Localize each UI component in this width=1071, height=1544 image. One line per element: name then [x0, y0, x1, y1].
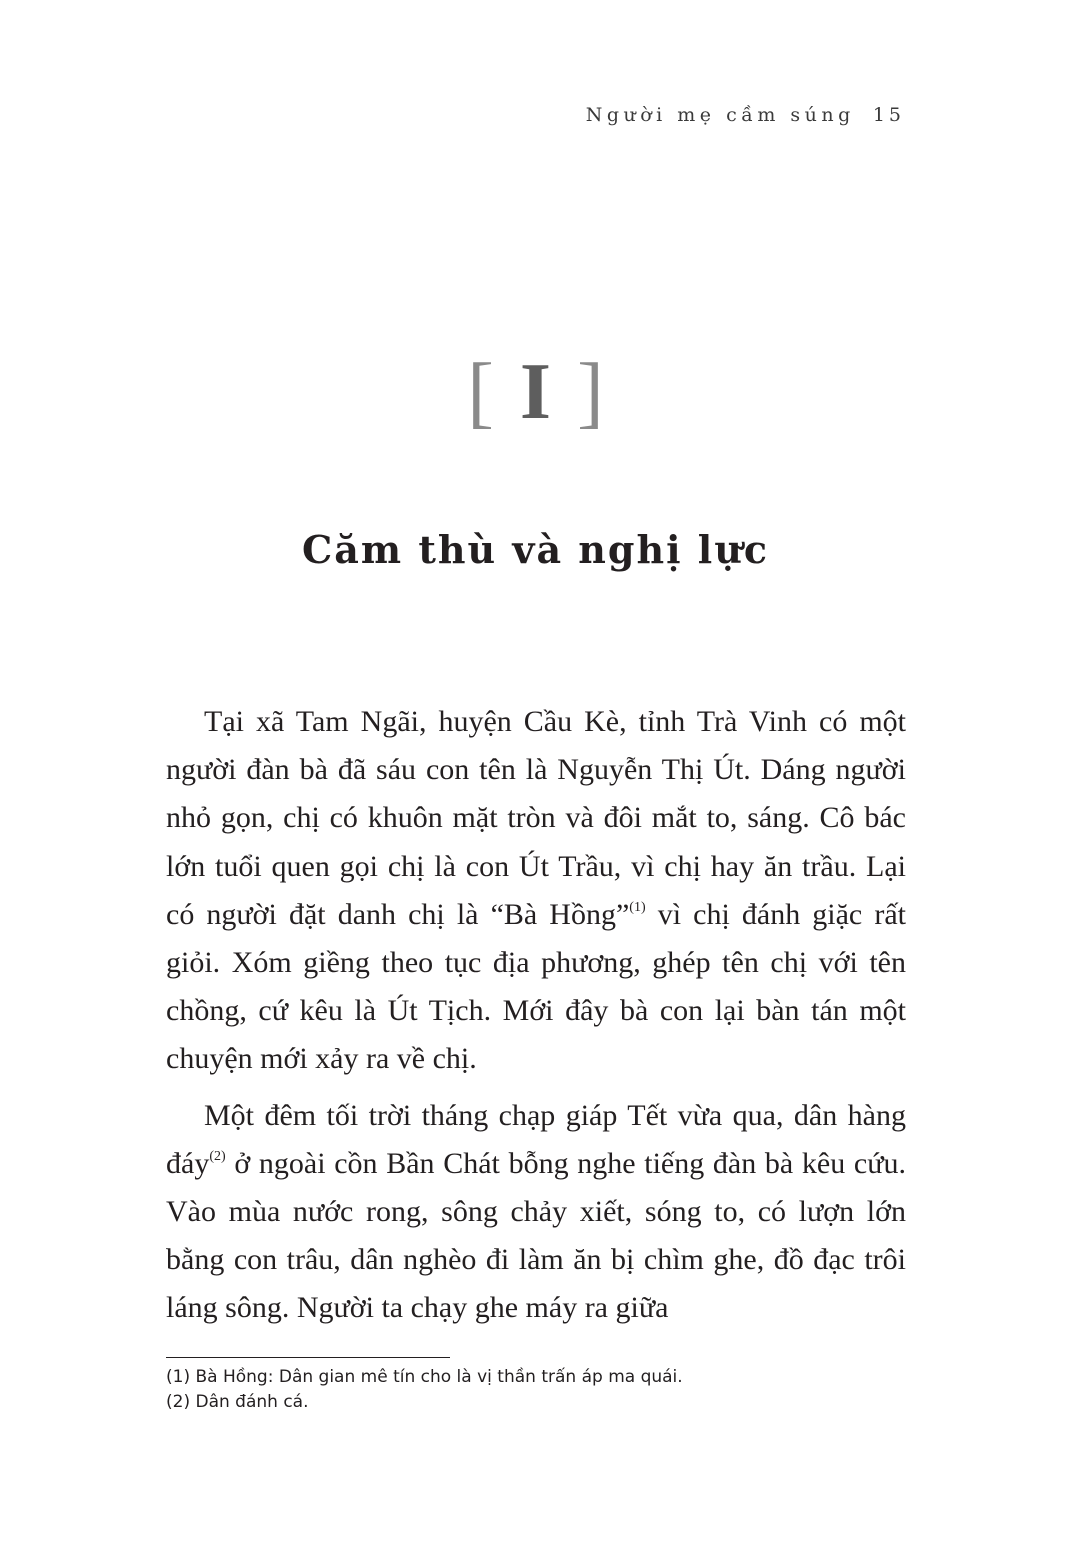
footnote-ref-2: (2)	[209, 1148, 226, 1164]
chapter-number	[0, 348, 1071, 436]
paragraph-2-text-b: ở ngoài cồn Bần Chát bỗng nghe tiếng đàn bà kêu cứu. Vào mùa nước rong, sông chảy xiết, sóng to, có lượn lớn bằng con trâu, dân nghèo đi làm ăn bị chìm ghe, đồ đạc trôi láng sông. Người ta chạy ghe máy ra giữa	[166, 1146, 906, 1325]
chapter-title: Căm thù và nghị lực	[302, 527, 769, 572]
running-head	[586, 104, 905, 126]
chapter-close-bracket: ]	[577, 348, 604, 436]
chapter-numeral: I	[519, 348, 552, 436]
paragraph-2-text-a: Một đêm tối trời tháng chạp giáp Tết vừa qua, dân hàng đáy	[166, 1098, 906, 1180]
running-head-title: Người mẹ cầm súng	[585, 104, 855, 126]
paragraph-1-text-a: Tại xã Tam Ngãi, huyện Cầu Kè, tỉnh Trà Vinh có một người đàn bà đã sáu con tên là Nguyễn Thị Út. Dáng người nhỏ gọn, chị có khuôn mặt tròn và đôi mắt to, sáng. Cô bác lớn tuổi quen gọi chị là con Út Trầu, vì chị hay ăn trầu. Lại có người đặt danh chị là “Bà Hồng”	[166, 705, 906, 931]
chapter-open-bracket: [	[467, 348, 494, 436]
footnote-ref-1: (1)	[629, 899, 646, 915]
page-number: 15	[872, 104, 905, 126]
footnote-2: (2) Dân đánh cá.	[166, 1392, 309, 1412]
paragraph-1	[166, 698, 906, 1084]
footnote-1: (1) Bà Hồng: Dân gian mê tín cho là vị thần trấn áp ma quái.	[166, 1367, 683, 1387]
footnote-divider	[166, 1357, 450, 1358]
footnotes	[166, 1365, 906, 1415]
paragraph-2	[166, 1092, 906, 1333]
body-text	[166, 698, 906, 1333]
paragraph-1-text-b: vì chị đánh giặc rất giỏi. Xóm giềng theo tục địa phương, ghép tên chị với tên chồng, cứ kêu là Út Tịch. Mới đây bà con lại bàn tán một chuyện mới xảy ra về chị.	[166, 897, 906, 1076]
